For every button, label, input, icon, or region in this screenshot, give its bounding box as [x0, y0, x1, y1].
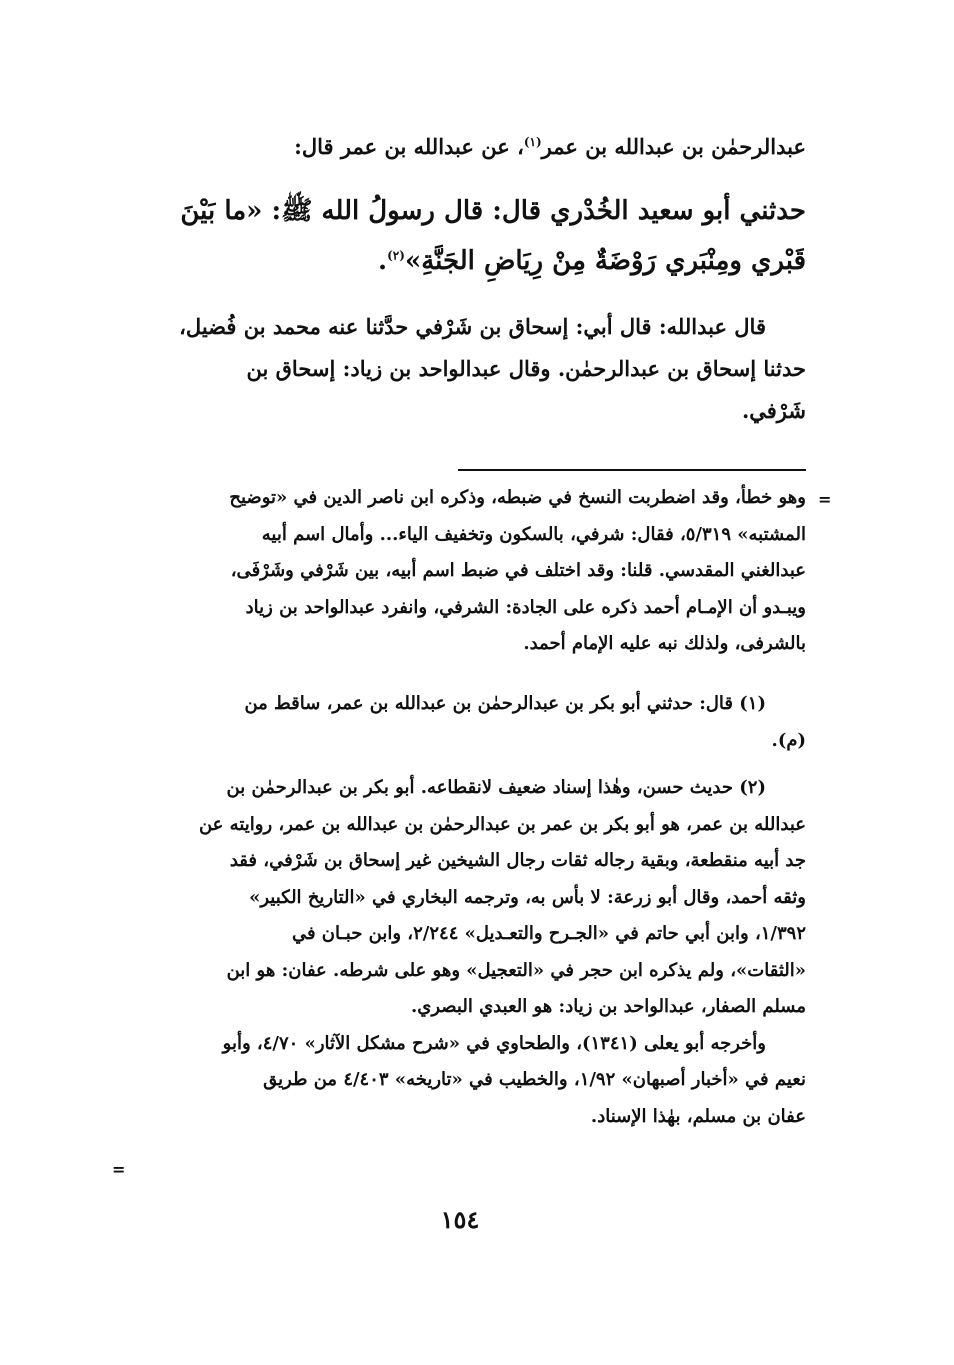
main-line — [104, 126, 806, 168]
continuation-marker: = — [818, 490, 832, 509]
footnote-line: ١/٣٩٢، وابن أبي حاتم في «الجـرح والتعـديل» ٢/٢٤٤، وابن حبـان في — [291, 923, 806, 944]
footnote-continuation — [104, 480, 806, 663]
footnote-line: عفان بن مسلم، بهٰذا الإسناد. — [590, 1105, 806, 1127]
footnote-line: عبدالغني المقدسي. قلنا: وقد اختلف في ضبط اسم أبيه، بين شَرْفي وشَرْفَى، — [230, 560, 806, 581]
footnote-line: بالشرفى، ولذلك نبه عليه الإمام أحمد. — [523, 633, 806, 654]
footnote-line: (م). — [771, 729, 806, 751]
main-line-text: ، عن عبدالله بن عمر قال: — [294, 134, 524, 159]
footnote-line: وثقه أحمد، وقال أبو زرعة: لا بأس به، وترجمه البخاري في «التاريخ الكبير» — [249, 886, 806, 908]
footnote-line: وهو خطأ، وقد اضطربت النسخ في ضبطه، وذكره ابن ناصر الدين في «توضيح — [229, 487, 806, 508]
footnote-line: عبدالله بن عمر، هو أبو بكر بن عمر بن عبدالرحمٰن بن عبدالله بن عمر، روايته عن — [198, 813, 806, 835]
hadith-line: حدثني أبو سعيد الخُدْري قال: قال رسولُ الله ﷺ: «ما بَيْنَ — [180, 196, 806, 226]
footnote-2 — [104, 770, 806, 1135]
footnote-line: (٢) حديث حسن، وهٰذا إسناد ضعيف لانقطاعه. أبو بكر بن عبدالرحمٰن بن — [226, 777, 766, 798]
main-line-text: عبدالرحمٰن بن عبدالله بن عمر — [541, 134, 806, 159]
footnote-line: وأخرجه أبو يعلى (١٣٤١)، والطحاوي في «شرح مشكل الآثار» ٤/٧٠، وأبو — [222, 1032, 766, 1054]
main-paragraph — [104, 306, 806, 432]
footnote-line: المشتبه» ٥/٣١٩، فقال: شرفي، بالسكون وتخفيف الياء... وأمال اسم أبيه — [261, 523, 806, 545]
hadith-text — [104, 186, 806, 286]
footnote-line: نعيم في «أخبار أصبهان» ١/٩٢، والخطيب في «تاريخه» ٤/٤٠٣ من طريق — [263, 1069, 806, 1090]
footnote-1 — [104, 686, 806, 759]
page-number: ١٥٤ — [440, 1205, 480, 1234]
footnote-line: «الثقات»، ولم يذكره ابن حجر في «التعجيل» وهو على شرطه. عفان: هو ابن — [226, 959, 806, 981]
continuation-marker: = — [112, 1160, 126, 1179]
footnote-ref-1: (١) — [523, 135, 542, 149]
main-line: قال عبدالله: قال أبي: إسحاق بن شَرْفي حدَّثنا عنه محمد بن فُضيل، — [179, 314, 766, 339]
hadith-line — [104, 236, 806, 286]
main-text-intro — [104, 126, 806, 168]
footnote-line: ويبـدو أن الإمـام أحمد ذكره على الجادة: الشرفي، وانفرد عبدالواحد بن زياد — [245, 596, 806, 618]
footnote-line: مسلم الصفار، عبدالواحد بن زياد: هو العبدي البصري. — [411, 996, 806, 1017]
footnote-ref-2: (٢) — [387, 248, 405, 263]
hadith-line-end: . — [378, 246, 388, 276]
footnote-line: (١) قال: حدثني أبو بكر بن عبدالرحمٰن بن عبدالله بن عمر، ساقط من — [244, 693, 766, 714]
main-line: شَرْفي. — [741, 398, 806, 423]
footnote-separator — [458, 469, 806, 471]
footnote-line: جد أبيه منقطعة، وبقية رجاله ثقات رجال الشيخين غير إسحاق بن شَرْفي، فقد — [229, 850, 806, 871]
main-line: حدثنا إسحاق بن عبدالرحمٰن. وقال عبدالواحد بن زياد: إسحاق بن — [246, 356, 806, 381]
hadith-line-text: قَبْري ومِنْبَري رَوْضَةٌ مِنْ رِيَاضِ الجَنَّةِ» — [404, 246, 806, 276]
